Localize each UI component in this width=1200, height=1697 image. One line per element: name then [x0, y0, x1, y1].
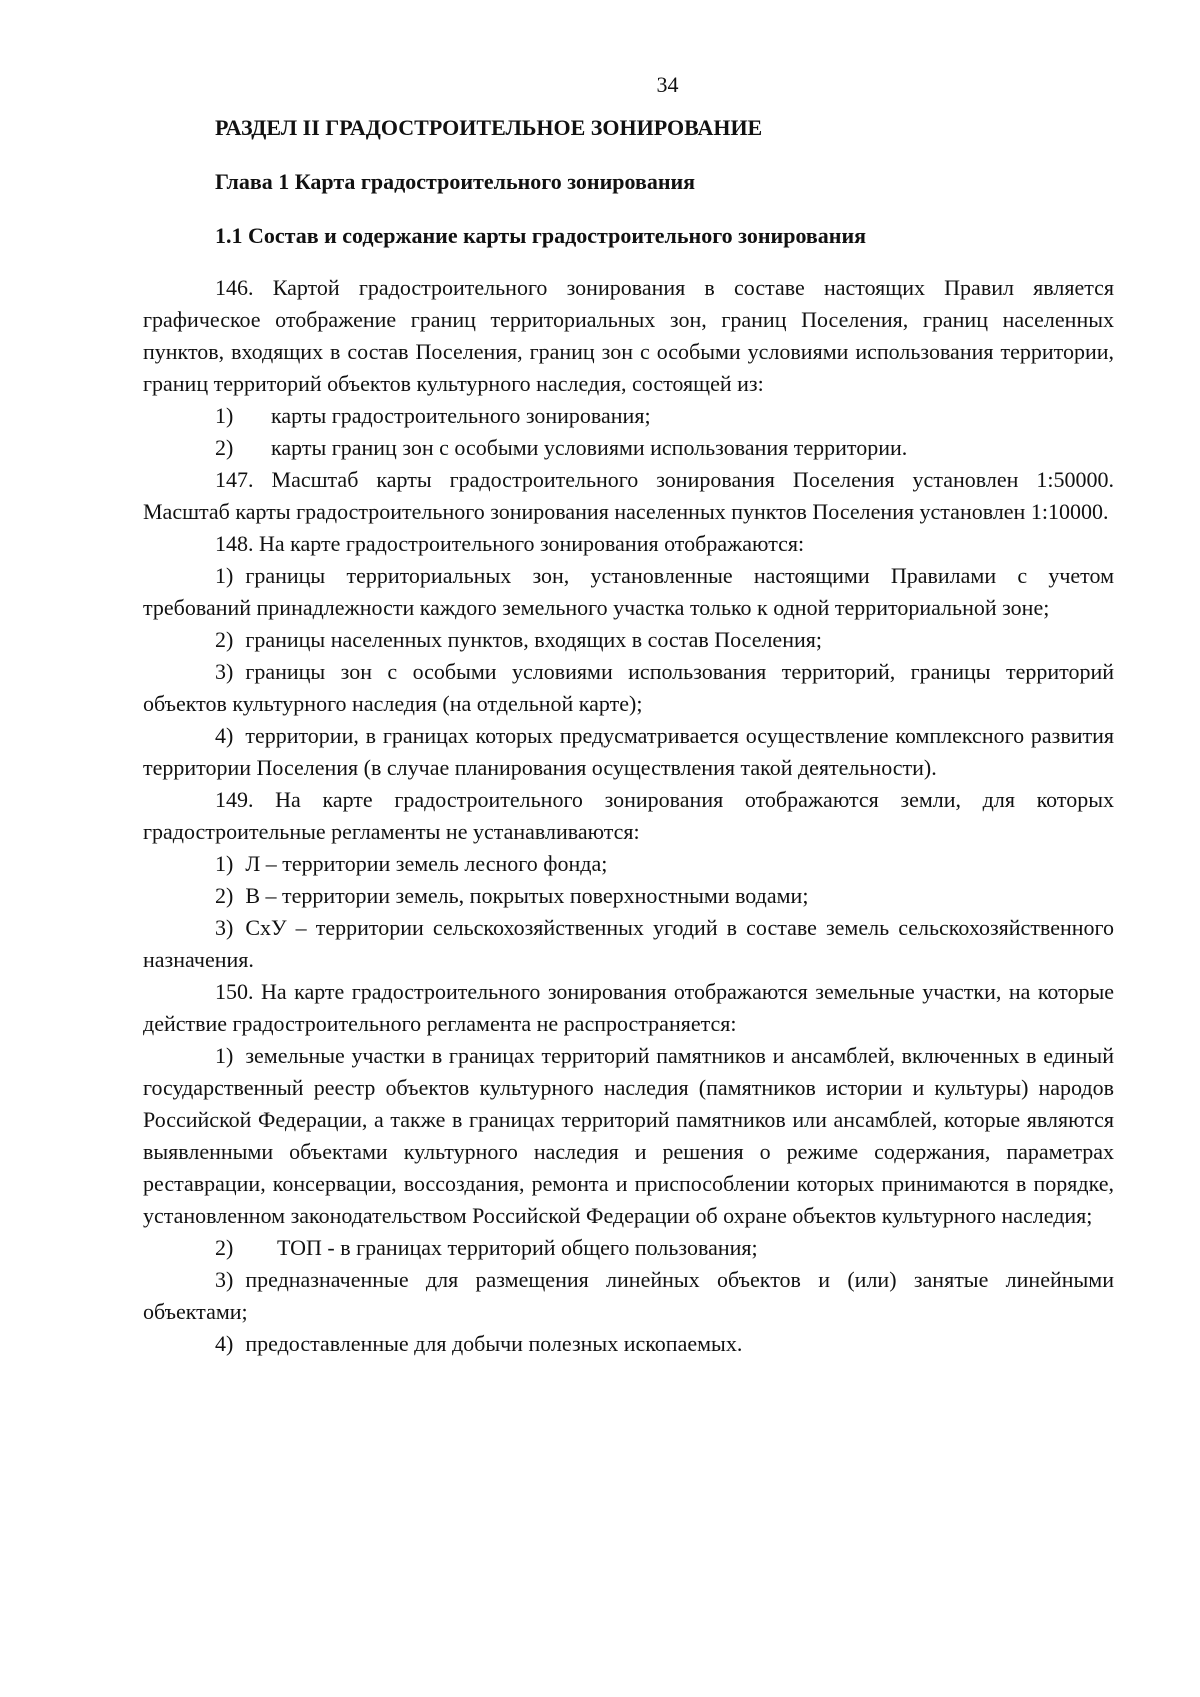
list-item-text: границы зон с особыми условиями использования территорий, границы территорий объектов культурного наследия (на отдельной карте); [143, 659, 1114, 716]
list-item-number: 1) [215, 851, 234, 876]
section-title: РАЗДЕЛ II ГРАДОСТРОИТЕЛЬНОЕ ЗОНИРОВАНИЕ [215, 115, 763, 140]
list-item-number: 3) [215, 915, 234, 940]
list-item [143, 848, 1114, 880]
list-item-number: 1) [215, 1043, 234, 1068]
list-item-number: 3) [215, 1267, 234, 1292]
list-item [143, 432, 1114, 464]
list-item-number: 1) [215, 563, 234, 588]
list-item [143, 656, 1114, 720]
paragraph-150: 150. На карте градостроительного зонирования отображаются земельные участки, на которые действие градостроительного регламента не распространяется: [143, 979, 1114, 1036]
list-item [143, 720, 1114, 784]
chapter-title: Глава 1 Карта градостроительного зонирования [215, 169, 696, 194]
list-item [143, 1328, 1114, 1360]
list-item [143, 624, 1114, 656]
list-item-text: предоставленные для добычи полезных ископаемых. [245, 1331, 743, 1356]
subsection-title: 1.1 Состав и содержание карты градостроительного зонирования [215, 223, 867, 248]
list-item-number: 4) [215, 723, 234, 748]
paragraph-147: 147. Масштаб карты градостроительного зонирования Поселения установлен 1:50000. Масштаб карты градостроительного зонирования населенных пунктов Поселения установлен 1:10000. [143, 467, 1114, 524]
list-item [143, 912, 1114, 976]
list-item [143, 880, 1114, 912]
list-item-text: СхУ – территории сельскохозяйственных угодий в составе земель сельскохозяйственного назначения. [143, 915, 1114, 972]
paragraph-149: 149. На карте градостроительного зонирования отображаются земли, для которых градостроительные регламенты не устанавливаются: [143, 787, 1114, 844]
list-item-text: Л – территории земель лесного фонда; [245, 851, 608, 876]
list-item [143, 1040, 1114, 1232]
list-item [143, 1232, 1114, 1264]
list-item-text: границы населенных пунктов, входящих в состав Поселения; [245, 627, 822, 652]
list-item-number: 2) [215, 435, 234, 460]
list-item-text: границы территориальных зон, установленные настоящими Правилами с учетом требований принадлежности каждого земельного участка только к одной территориальной зоне; [143, 563, 1114, 620]
document-body [143, 112, 1114, 1360]
list-item-number: 4) [215, 1331, 234, 1356]
list-item [143, 1264, 1114, 1328]
list-item-number: 3) [215, 659, 234, 684]
list-item [143, 400, 1114, 432]
list-item-number: 2) [215, 1235, 234, 1260]
list-item-text: карты градостроительного зонирования; [271, 403, 651, 428]
list-item-text: территории, в границах которых предусматривается осуществление комплексного развития территории Поселения (в случае планирования осуществления такой деятельности). [143, 723, 1114, 780]
list-item-text: ТОП - в границах территорий общего пользования; [277, 1235, 758, 1260]
list-item-text: В – территории земель, покрытых поверхностными водами; [245, 883, 809, 908]
list-item-text: предназначенные для размещения линейных объектов и (или) занятые линейными объектами; [143, 1267, 1114, 1324]
page-number: 34 [656, 72, 679, 97]
paragraph-146: 146. Картой градостроительного зонирования в составе настоящих Правил является графическое отображение границ территориальных зон, границ Поселения, границ населенных пунктов, входящих в состав Поселения, границ зон с особыми условиями использования территории, границ территорий объектов культурного наследия, состоящей из: [143, 275, 1114, 396]
list-item-number: 2) [215, 883, 234, 908]
list-item-text: карты границ зон с особыми условиями использования территории. [271, 435, 908, 460]
list-item-text: земельные участки в границах территорий памятников и ансамблей, включенных в единый государственный реестр объектов культурного наследия (памятников истории и культуры) народов Российской Федерации, а также в границах территорий памятников или ансамблей, которые являются выявленными объектами культурного наследия и решения о режиме содержания, параметрах реставрации, консервации, воссоздания, ремонта и приспособлении которых принимаются в порядке, установленном законодательством Российской Федерации об охране объектов культурного наследия; [143, 1043, 1114, 1228]
list-item-number: 1) [215, 403, 234, 428]
list-item-number: 2) [215, 627, 234, 652]
list-item [143, 560, 1114, 624]
paragraph-148: 148. На карте градостроительного зонирования отображаются: [215, 531, 805, 556]
